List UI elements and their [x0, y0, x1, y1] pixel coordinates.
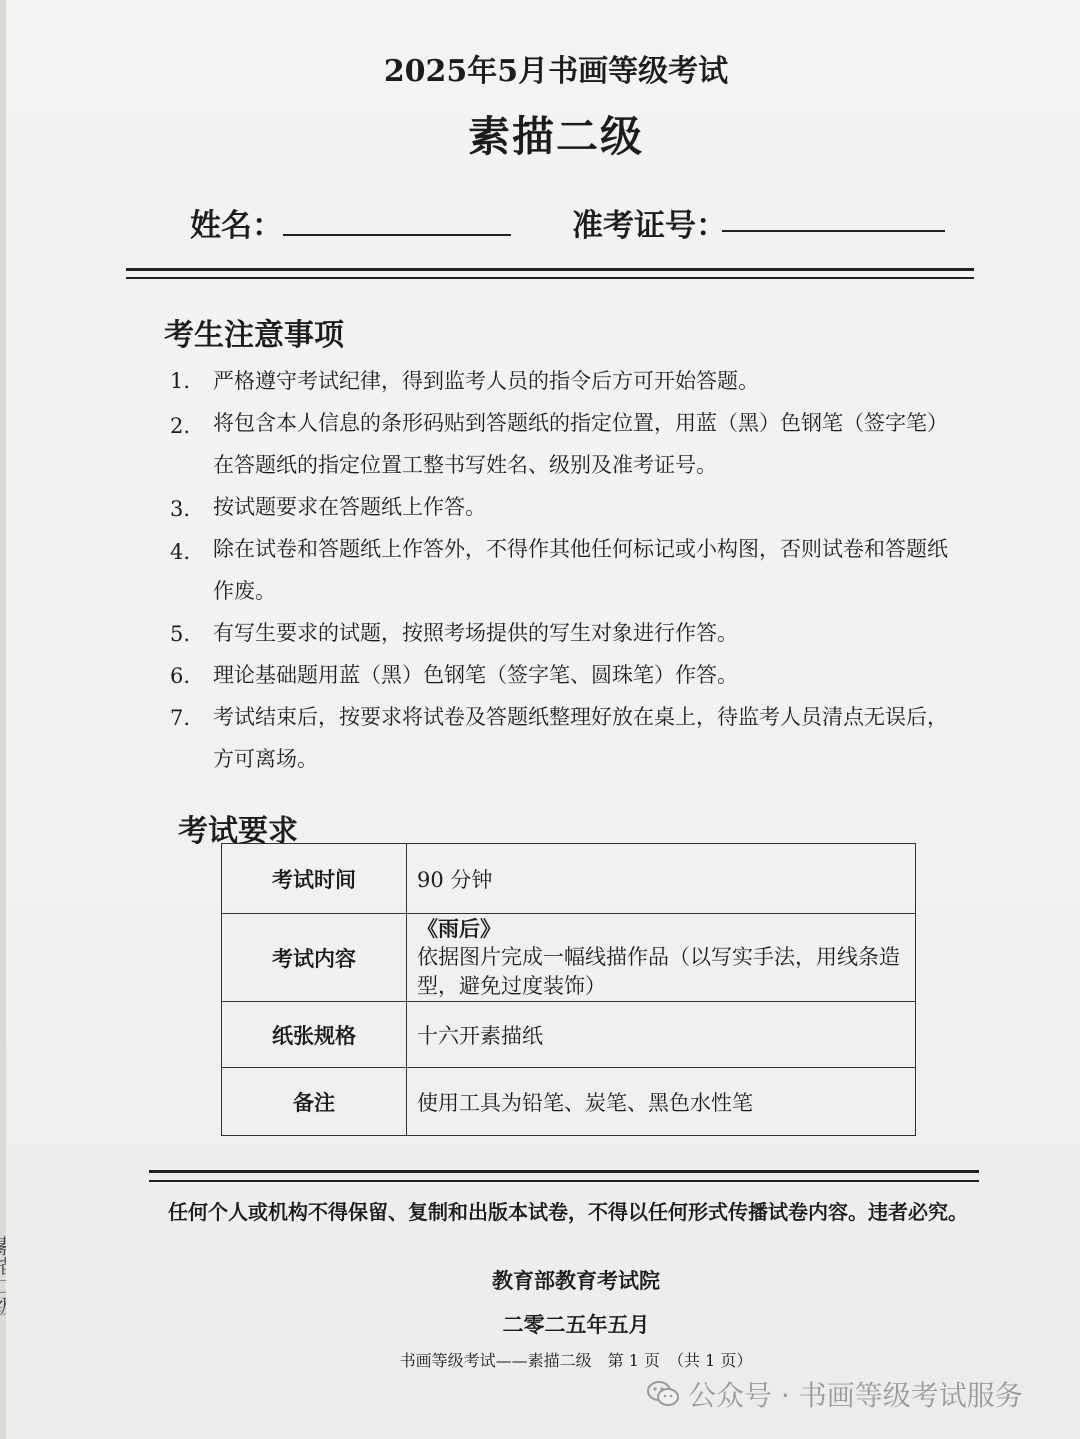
name-label: 姓名：: [190, 208, 283, 244]
notice-text: 按试题要求在答题纸上作答。: [213, 495, 486, 519]
notice-text: 理论基础题用蓝（黑）色钢笔（签字笔、圆珠笔）作答。: [213, 663, 738, 687]
header-divider-bottom: [126, 277, 974, 279]
work-title: 《雨后》: [417, 916, 501, 941]
row-value: 90 分钟: [407, 844, 916, 914]
footer-divider-bottom: [149, 1180, 979, 1182]
exam-id-blank-line: [722, 230, 945, 232]
notice-text: 有写生要求的试题，按照考场提供的写生对象进行作答。: [213, 621, 738, 645]
notice-number: 7.: [170, 706, 191, 730]
row-key: 考试时间: [222, 844, 407, 914]
notice-number: 5.: [170, 622, 191, 646]
notice-number: 6.: [170, 664, 191, 688]
row-key: 考试内容: [222, 914, 407, 1002]
notice-text: 除在试卷和答题纸上作答外，不得作其他任何标记或小构图，否则试卷和答题纸作废。: [213, 537, 948, 603]
name-blank-line: [283, 234, 511, 236]
row-value: 十六开素描纸: [407, 1002, 916, 1068]
table-row: [222, 844, 916, 914]
row-value: 依据图片完成一幅线描作品（以写实手法，用线条造型，避免过度装饰）: [417, 945, 900, 998]
notice-number: 2.: [170, 414, 191, 438]
row-value-cell: [407, 914, 916, 1002]
row-key: 纸张规格: [222, 1002, 407, 1068]
header-divider-top: [126, 268, 974, 271]
exam-title: 2025年5月书画等级考试: [383, 54, 729, 89]
notice-text: 严格遵守考试纪律，得到监考人员的指令后方可开始答题。: [213, 369, 759, 393]
copyright-notice: 任何个人或机构不得保留、复制和出版本试卷，不得以任何形式传播试卷内容。违者必究。: [168, 1200, 968, 1224]
exam-id-label: 准考证号：: [572, 208, 727, 244]
watermark: [646, 1374, 1023, 1414]
table-row: [222, 914, 916, 1002]
row-value: 使用工具为铅笔、炭笔、黑色水性笔: [407, 1068, 916, 1136]
wechat-icon: [646, 1379, 680, 1409]
footer-divider-top: [149, 1170, 979, 1173]
requirements-section-title: 考试要求: [178, 814, 298, 849]
row-key: 备注: [222, 1068, 407, 1136]
subject-level-title: 素描二级: [467, 112, 644, 161]
issue-date: 二零二五年五月: [502, 1312, 650, 1337]
notice-text: 考试结束后，按要求将试卷及答题纸整理好放在桌上，待监考人员清点无误后，方可离场。: [213, 705, 948, 771]
issuer: 教育部教育考试院: [492, 1268, 660, 1293]
notice-text: 将包含本人信息的条形码贴到答题纸的指定位置，用蓝（黑）色钢笔（签字笔）在答题纸的指定位置工整书写姓名、级别及准考证号。: [213, 411, 948, 477]
table-row: [222, 1068, 916, 1136]
page-info: 书画等级考试——素描二级 第 1 页 （共 1 页）: [399, 1351, 753, 1370]
exam-paper: [6, 0, 1080, 1439]
watermark-text: 公众号 · 书画等级考试服务: [688, 1379, 1023, 1412]
notices-section-title: 考生注意事项: [164, 318, 344, 353]
requirements-table: [221, 843, 916, 1136]
notice-number: 3.: [170, 497, 191, 521]
notice-number: 4.: [170, 540, 191, 564]
notice-number: 1.: [170, 369, 191, 393]
table-row: [222, 1002, 916, 1068]
